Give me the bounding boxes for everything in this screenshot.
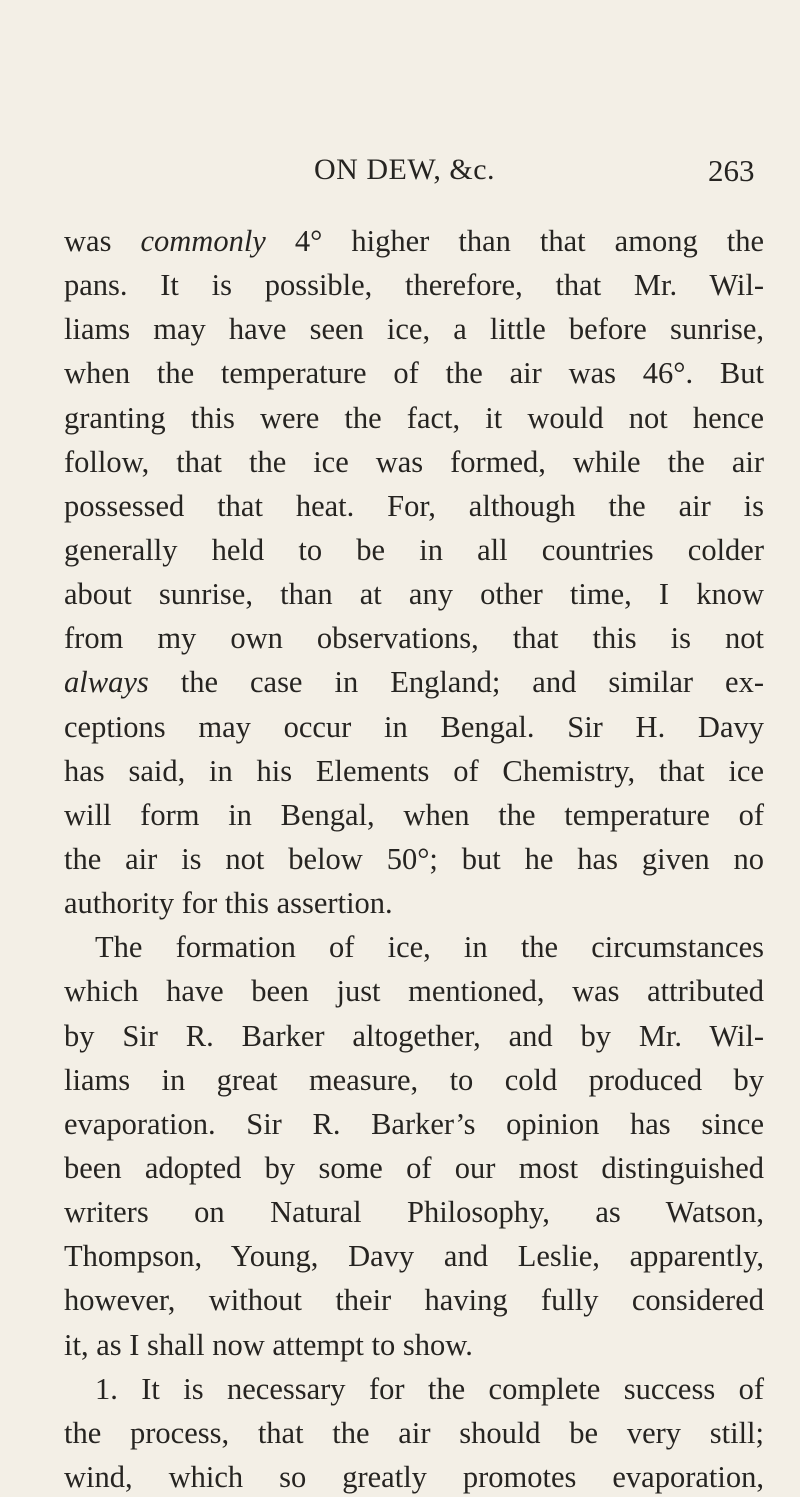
text-line: by Sir R. Barker altogether, and by Mr. Wil-	[64, 1018, 764, 1053]
text-line: ceptions may occur in Bengal. Sir H. Davy	[64, 709, 764, 744]
text-line: pans. It is possible, therefore, that Mr. Wil-	[64, 268, 764, 303]
page-header	[0, 153, 800, 203]
text-line: wind, which so greatly promotes evaporation,	[64, 1459, 764, 1494]
text-line: about sunrise, than at any other time, I know	[64, 577, 764, 612]
text-line: 1. It is necessary for the complete success of	[95, 1371, 764, 1406]
running-title: ON DEW, &c.	[314, 153, 496, 186]
text-line: always the case in England; and similar ex-	[64, 665, 764, 700]
text-line: evaporation. Sir R. Barker’s opinion has since	[64, 1106, 764, 1141]
text-line: will form in Bengal, when the temperature of	[64, 797, 764, 832]
text-line: authority for this assertion.	[64, 886, 393, 921]
text-line: Thompson, Young, Davy and Leslie, apparently,	[64, 1239, 764, 1274]
text-line: when the temperature of the air was 46°. But	[64, 356, 764, 391]
text-line: been adopted by some of our most distinguished	[64, 1150, 764, 1185]
text-line: possessed that heat. For, although the air is	[64, 488, 764, 523]
text-line: liams may have seen ice, a little before sunrise,	[64, 312, 764, 347]
text-line: has said, in his Elements of Chemistry, that ice	[64, 753, 764, 788]
text-line: however, without their having fully considered	[64, 1283, 764, 1318]
text-line: granting this were the fact, it would not hence	[64, 400, 764, 435]
text-line: the air is not below 50°; but he has given no	[64, 841, 764, 876]
text-line: The formation of ice, in the circumstances	[95, 930, 764, 965]
text-line: was commonly 4° higher than that among the	[64, 224, 764, 258]
text-line: writers on Natural Philosophy, as Watson,	[64, 1195, 764, 1230]
text-line: generally held to be in all countries colder	[64, 532, 764, 567]
text-line: liams in great measure, to cold produced by	[64, 1062, 764, 1097]
text-line: it, as I shall now attempt to show.	[64, 1327, 473, 1362]
text-line: which have been just mentioned, was attributed	[64, 974, 764, 1009]
text-line: the process, that the air should be very still;	[64, 1415, 764, 1450]
text-line: from my own observations, that this is not	[64, 621, 764, 656]
text-line: follow, that the ice was formed, while the air	[64, 444, 764, 479]
body-text	[64, 219, 764, 1497]
page-number: 263	[708, 153, 755, 188]
